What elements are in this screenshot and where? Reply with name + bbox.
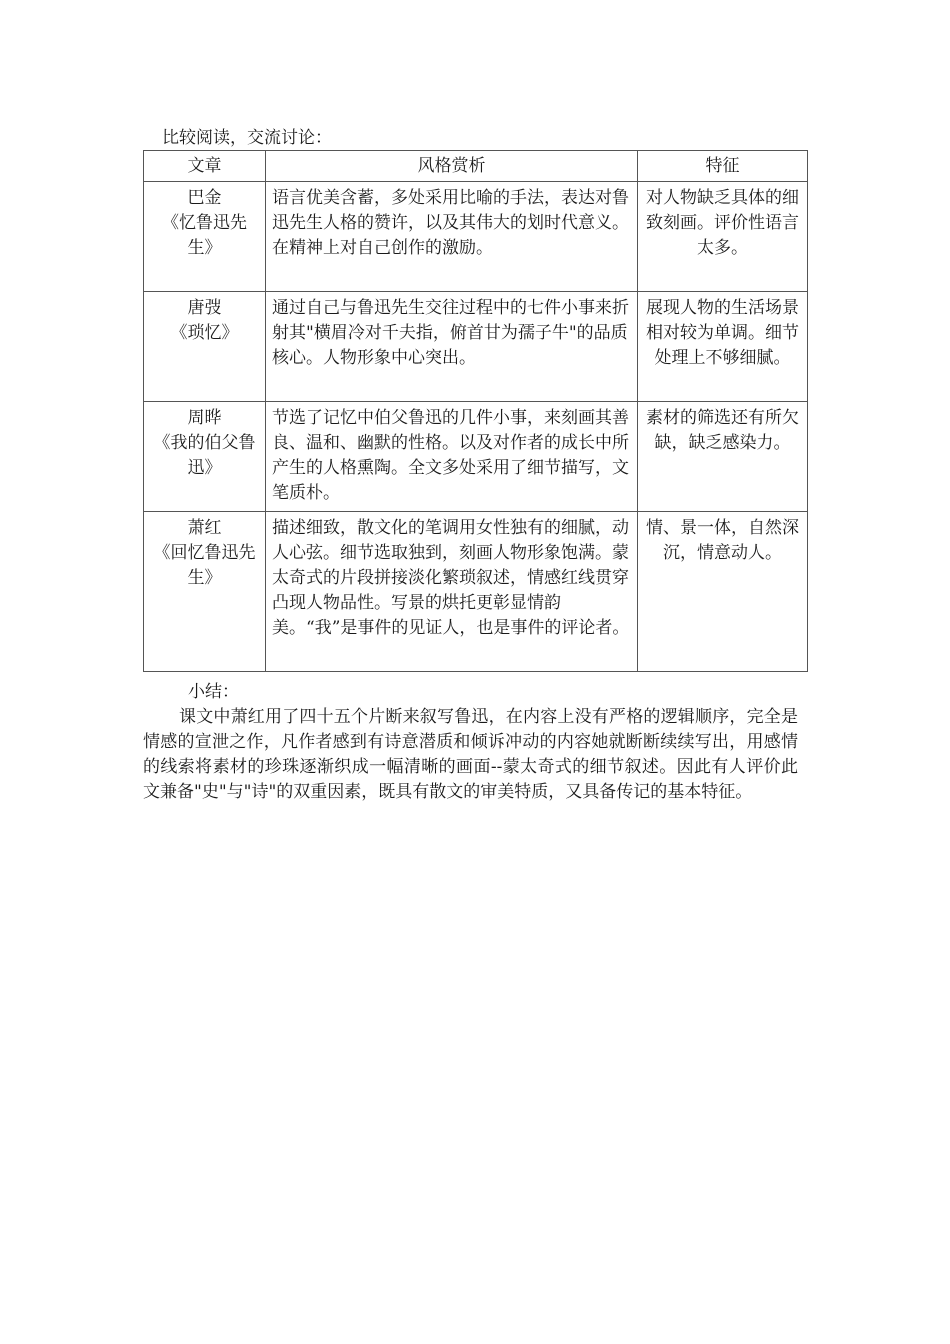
summary-label: 小结：	[188, 682, 239, 702]
style-analysis-cell: 描述细致，散文化的笔调用女性独有的细腻，动人心弦。细节选取独到，刻画人物形象饱满。蒙太奇式的片段拼接淡化繁琐叙述，情感红线贯穿凸现人物品性。写景的烘托更彰显情韵美。“我”是事件的见证人，也是事件的评论者。	[266, 512, 638, 672]
comparison-table	[143, 150, 808, 672]
article-cell	[144, 182, 266, 292]
feature-cell: 情、景一体，自然深沉，情意动人。	[638, 512, 808, 672]
feature-cell: 素材的筛选还有所欠缺，缺乏感染力。	[638, 402, 808, 512]
article-title: 《我的伯父鲁迅》	[153, 433, 256, 478]
style-analysis-cell: 节选了记忆中伯父鲁迅的几件小事，来刻画其善良、温和、幽默的性格。以及对作者的成长中所产生的人格熏陶。全文多处采用了细节描写，文笔质朴。	[266, 402, 638, 512]
article-cell	[144, 402, 266, 512]
article-cell	[144, 512, 266, 672]
table-header-row	[144, 151, 808, 182]
table-row	[144, 292, 808, 402]
table-row	[144, 182, 808, 292]
article-cell	[144, 292, 266, 402]
article-title: 《琐忆》	[170, 323, 239, 343]
table-row	[144, 512, 808, 672]
feature-cell: 展现人物的生活场景相对较为单调。细节处理上不够细腻。	[638, 292, 808, 402]
article-author: 巴金	[187, 188, 222, 208]
intro-text: 比较阅读，交流讨论：	[162, 128, 332, 148]
summary-paragraph: 课文中萧红用了四十五个片断来叙写鲁迅，在内容上没有严格的逻辑顺序，完全是情感的宣泄之作，凡作者感到有诗意潜质和倾诉冲动的内容她就断断续续写出，用感情的线索将素材的珍珠逐渐织成一幅清晰的画面--蒙太奇式的细节叙述。因此有人评价此文兼备"史"与"诗"的双重因素，既具有散文的审美特质，又具备传记的基本特征。	[143, 707, 798, 802]
article-author: 萧红	[187, 518, 222, 538]
feature-cell: 对人物缺乏具体的细致刻画。评价性语言太多。	[638, 182, 808, 292]
header-feature: 特征	[638, 151, 808, 182]
article-author: 唐弢	[187, 298, 222, 318]
table-row	[144, 402, 808, 512]
article-title: 《忆鲁迅先生》	[162, 213, 247, 258]
style-analysis-cell: 通过自己与鲁迅先生交往过程中的七件小事来折射其"横眉冷对千夫指，俯首甘为孺子牛"的品质核心。人物形象中心突出。	[266, 292, 638, 402]
style-analysis-cell: 语言优美含蓄，多处采用比喻的手法，表达对鲁迅先生人格的赞许，以及其伟大的划时代意义。在精神上对自己创作的激励。	[266, 182, 638, 292]
header-article: 文章	[144, 151, 266, 182]
article-title: 《回忆鲁迅先生》	[153, 543, 256, 588]
article-author: 周晔	[187, 408, 222, 428]
header-style-analysis: 风格赏析	[266, 151, 638, 182]
